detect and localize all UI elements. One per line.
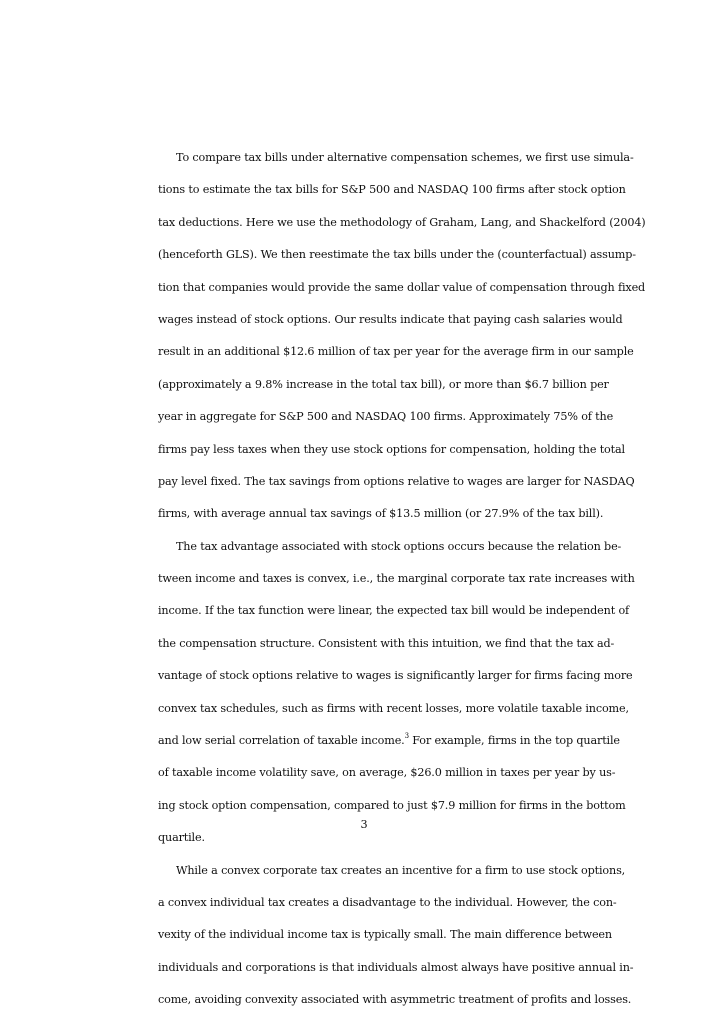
text-line: tween income and taxes is convex, i.e., the marginal corporate tax rate increases with [158, 572, 635, 586]
text-line: the compensation structure. Consistent with this intuition, we find that the tax ad- [158, 636, 615, 650]
text-line: individuals and corporations is that individuals almost always have positive annual in- [158, 960, 634, 974]
text-line: vexity of the individual income tax is typically small. The main difference between [158, 928, 612, 942]
text-line: of taxable income volatility save, on average, $26.0 million in taxes per year by us- [158, 766, 616, 780]
paper-page-body [158, 142, 646, 1017]
text-line: firms, with average annual tax savings of $13.5 million (or 27.9% of the tax bill). [158, 507, 604, 521]
paragraph-1 [158, 142, 646, 531]
text-line: (henceforth GLS). We then reestimate the tax bills under the (counterfactual) assump- [158, 248, 636, 262]
text-line: quartile. [158, 831, 205, 845]
text-line: The tax advantage associated with stock options occurs because the relation be- [176, 539, 622, 553]
paragraph-3 [158, 855, 634, 1017]
text-line: pay level fixed. The tax savings from options relative to wages are larger for NASDAQ [158, 474, 635, 488]
page-number: 3 [360, 818, 368, 831]
text-line: wages instead of stock options. Our results indicate that paying cash salaries would [158, 312, 623, 326]
text-line: tax deductions. Here we use the methodology of Graham, Lang, and Shackelford (2004) [158, 215, 646, 229]
text-line-with-footnote [158, 725, 620, 757]
text-line: (approximately a 9.8% increase in the total tax bill), or more than $6.7 billion per [158, 377, 609, 391]
text-line: ing stock option compensation, compared to just $7.9 million for firms in the bottom [158, 798, 626, 812]
text-line: a convex individual tax creates a disadvantage to the individual. However, the con- [158, 895, 617, 909]
footnote-marker[interactable]: 3 [404, 732, 409, 741]
text-line: result in an additional $12.6 million of tax per year for the average firm in our sample [158, 345, 634, 359]
text-line: firms pay less taxes when they use stock options for compensation, holding the total [158, 442, 625, 456]
text-line: tions to estimate the tax bills for S&P 500 and NASDAQ 100 firms after stock option [158, 183, 626, 197]
text-line: While a convex corporate tax creates an incentive for a firm to use stock options, [176, 863, 626, 877]
text-line: convex tax schedules, such as firms with recent losses, more volatile taxable income, [158, 701, 629, 715]
text-line: come, avoiding convexity associated with asymmetric treatment of profits and losses. [158, 993, 632, 1007]
text-line: vantage of stock options relative to wages is significantly larger for firms facing more [158, 669, 633, 683]
text-line: year in aggregate for S&P 500 and NASDAQ 100 firms. Approximately 75% of the [158, 410, 614, 424]
text-fragment: and low serial correlation of taxable income. [158, 734, 405, 748]
text-fragment: For example, firms in the top quartile [408, 734, 620, 748]
text-line: income. If the tax function were linear, the expected tax bill would be independent of [158, 604, 630, 618]
paragraph-2 [158, 531, 635, 855]
text-line: To compare tax bills under alternative compensation schemes, we first use simula- [176, 151, 634, 164]
text-line: tion that companies would provide the same dollar value of compensation through fixed [158, 280, 646, 294]
